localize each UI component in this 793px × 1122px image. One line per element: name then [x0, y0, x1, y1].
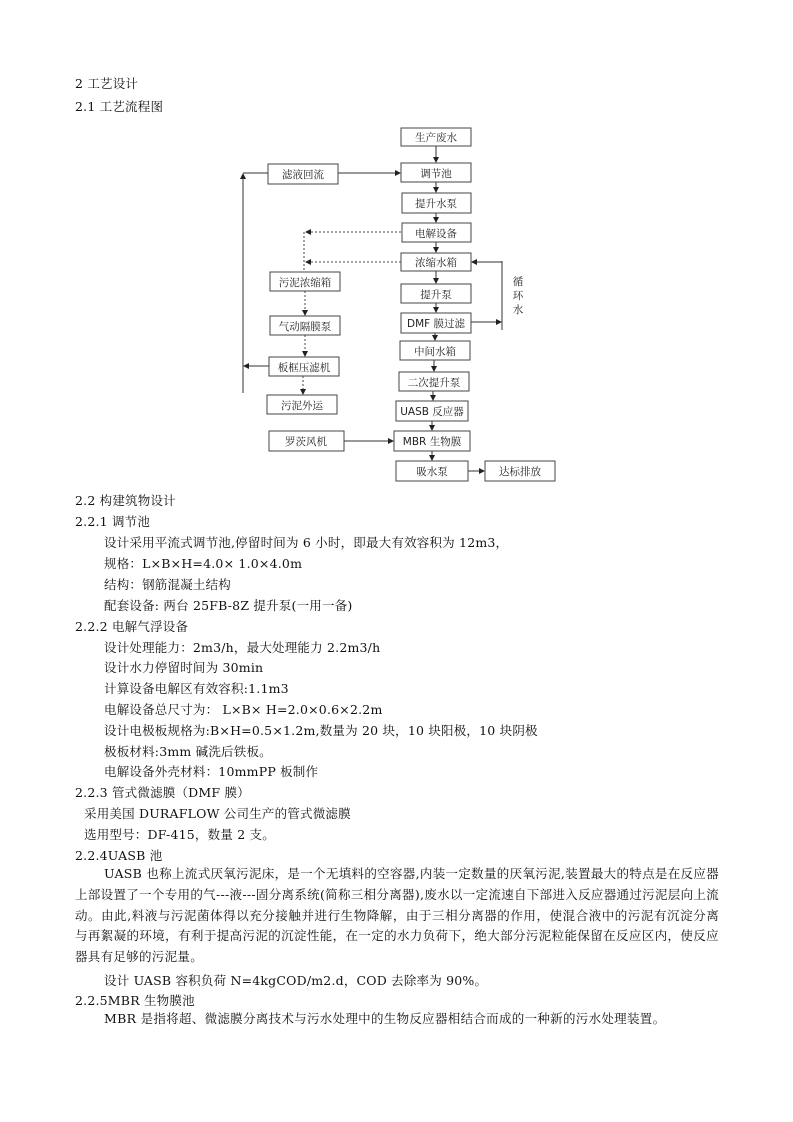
box-uasb-reactor — [396, 401, 468, 421]
box-dmf-filtration — [401, 313, 471, 333]
uasb-design-line: 设计 UASB 容积负荷 N=4kgCOD/m2.d，COD 去除率为 90%。 — [104, 973, 488, 988]
box-label: DMF 膜过滤 — [406, 318, 466, 330]
box-diaphragm-pump — [270, 316, 340, 335]
heading-2-1: 2.1 工艺流程图 — [75, 99, 164, 114]
box-wastewater — [401, 128, 471, 146]
heading-2-2-5: 2.2.5MBR 生物膜池 — [75, 993, 195, 1008]
text-line: 计算设备电解区有效容积:1.1m3 — [104, 681, 289, 696]
box-secondary-lift-pump — [399, 372, 469, 391]
text-line: 设计水力停留时间为 30min — [104, 660, 264, 675]
process-flow-diagram — [230, 120, 570, 490]
box-electrolysis — [402, 223, 471, 242]
text-line: 设计电极板规格为:B×H=0.5×1.2m,数量为 20 块，10 块阳极，10 块阴极 — [104, 723, 538, 738]
text-line: 配套设备: 两台 25FB-8Z 提升泵(一用一备) — [104, 598, 353, 613]
uasb-paragraph-text: UASB 也称上流式厌氧污泥床，是一个无填料的空容器,内装一定数量的厌氧污泥,装置最大的特点是在反应器上部设置了一个专用的气---液---固分离系统(简称三相分离器),废水以一定流速自下部进入反应器通过污泥层向上流动。由此,料液与污泥菌体得以充分接触并进行生物降解，由于三相分离器的作用，使混合液中的污泥有沉淀分离与再絮凝的环境，有利于提高污泥的沉淀性能，在一定的水力负荷下，绝大部分污泥粒能保留在反应区内，使反应器具有足够的污泥量。 — [75, 866, 719, 965]
loop-label-char: 环 — [512, 290, 524, 302]
box-label: 浓缩水箱 — [415, 257, 457, 269]
box-suction-pump — [396, 461, 468, 481]
box-label: 中间水箱 — [414, 346, 456, 358]
box-label: UASB 反应器 — [400, 406, 464, 418]
text-line: 电解设备外壳材料：10mmPP 板制作 — [104, 764, 319, 779]
text-line: 电解设备总尺寸为： L×B× H=2.0×0.6×2.2m — [104, 702, 383, 717]
box-label: 生产废水 — [415, 132, 457, 144]
box-label: 板框压滤机 — [277, 362, 331, 374]
box-roots-blower — [269, 431, 344, 451]
text-line: 设计处理能力：2m3/h，最大处理能力 2.2m3/h — [104, 640, 381, 655]
box-label: 调节池 — [420, 168, 452, 180]
heading-2-2-2: 2.2.2 电解气浮设备 — [75, 619, 189, 634]
text-line: 极板材料:3mm 碱洗后铁板。 — [104, 744, 272, 759]
box-label: 达标排放 — [499, 466, 541, 478]
box-lift-water-pump — [402, 193, 471, 213]
box-label: MBR 生物膜 — [402, 436, 462, 448]
loop-label-char: 循 — [512, 276, 524, 288]
heading-2: 2 工艺设计 — [75, 76, 139, 91]
text-line: 规格：L×B×H=4.0× 1.0×4.0m — [104, 556, 303, 571]
box-label: 提升泵 — [420, 289, 452, 301]
box-intermediate-tank — [400, 341, 470, 360]
box-sludge-thickener — [270, 272, 340, 291]
mbr-paragraph — [75, 1009, 719, 1030]
loop-label-char: 水 — [512, 304, 524, 316]
mbr-paragraph-text: MBR 是指将超、微滤膜分离技术与污水处理中的生物反应器相结合而成的一种新的污水处理装置。 — [104, 1011, 666, 1026]
text-line: 设计采用平流式调节池,停留时间为 6 小时，即最大有效容积为 12m3， — [104, 535, 509, 550]
box-mbr-biofilm — [394, 431, 470, 451]
box-label: 污泥外运 — [281, 400, 323, 412]
box-label: 污泥浓缩箱 — [278, 277, 332, 289]
box-label: 罗茨风机 — [285, 436, 327, 448]
box-label: 滤液回流 — [282, 169, 324, 181]
box-lift-pump — [401, 284, 471, 303]
box-concentrate-tank — [401, 253, 471, 271]
heading-2-2-4: 2.2.4UASB 池 — [75, 848, 163, 863]
heading-2-2: 2.2 构建筑物设计 — [75, 493, 176, 508]
heading-2-2-3: 2.2.3 管式微滤膜（DMF 膜） — [75, 785, 250, 800]
box-filter-press — [269, 357, 339, 376]
text-line: 采用美国 DURAFLOW 公司生产的管式微滤膜 — [84, 806, 351, 821]
text-line: 选用型号：DF-415，数量 2 支。 — [84, 827, 275, 842]
box-sludge-transport — [267, 395, 337, 414]
box-label: 电解设备 — [415, 228, 457, 240]
box-label: 提升水泵 — [415, 198, 457, 210]
heading-2-2-1: 2.2.1 调节池 — [75, 514, 151, 529]
uasb-paragraph — [75, 864, 719, 968]
box-label: 吸水泵 — [416, 466, 448, 478]
box-label: 气动隔膜泵 — [278, 321, 332, 333]
box-equalization-tank — [401, 163, 471, 182]
text-line: 结构：钢筋混凝土结构 — [104, 577, 232, 592]
box-filtrate-return — [268, 164, 338, 184]
circulation-water-label — [513, 276, 524, 316]
box-label: 二次提升泵 — [407, 377, 461, 389]
box-discharge — [485, 461, 555, 481]
